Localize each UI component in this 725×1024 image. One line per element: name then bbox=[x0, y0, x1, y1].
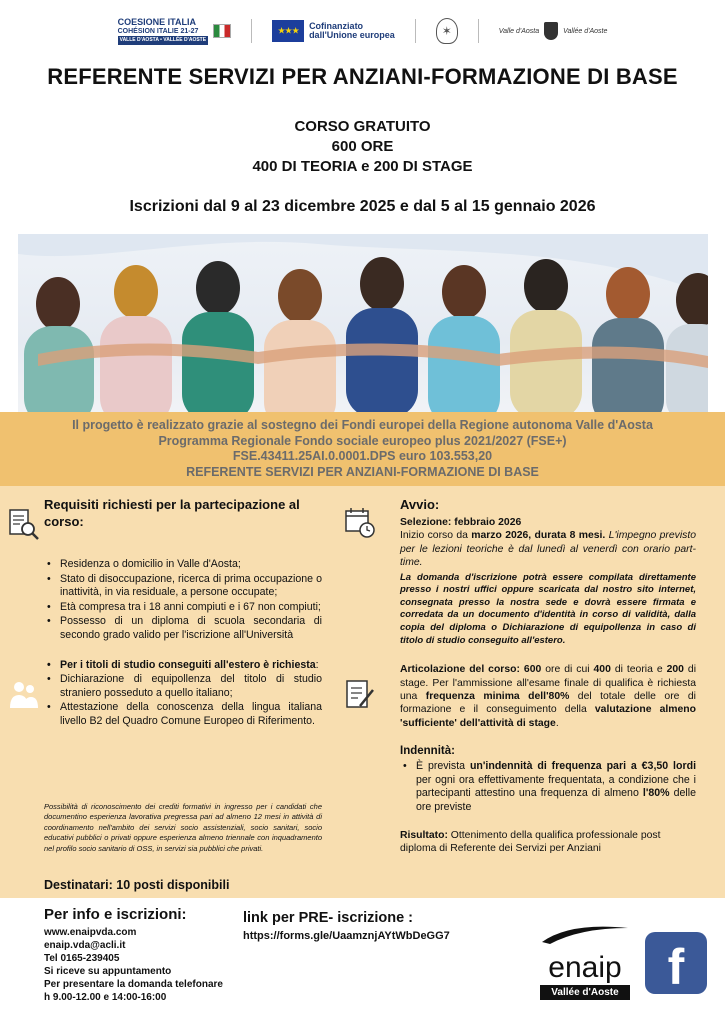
structure-label: Articolazione del corso: bbox=[400, 664, 520, 676]
left-column bbox=[44, 496, 322, 730]
course-duration: durata 8 mesi. bbox=[531, 530, 606, 542]
enaip-logo bbox=[540, 920, 630, 1010]
italy-flag-icon bbox=[213, 24, 231, 38]
contact-heading: Per info e iscrizioni: bbox=[44, 906, 187, 923]
list-item: • Dichiarazione di equipollenza del titolo di studio straniero posseduto a quello italiano; bbox=[44, 673, 322, 700]
people-illustration bbox=[18, 234, 708, 414]
foreign-heading: Per i titoli di studio conseguiti all'estero è richiesta bbox=[60, 658, 316, 671]
allowance-text: delle ore previste bbox=[416, 787, 696, 813]
funding-line4: REFERENTE SERVIZI PER ANZIANI-FORMAZIONE DI BASE bbox=[186, 464, 539, 479]
funding-band bbox=[0, 412, 725, 486]
people-hugging-image bbox=[18, 234, 708, 414]
structure-stage: 200 bbox=[666, 664, 684, 676]
start-month: marzo 2026, bbox=[471, 530, 532, 542]
preenroll-block bbox=[243, 910, 533, 942]
course-split: 400 DI TEORIA e 200 DI STAGE bbox=[252, 158, 473, 175]
preenroll-link[interactable]: https://forms.gle/UaamznjAYtWbDeGG7 bbox=[243, 930, 450, 942]
eu-flag-icon: ★★★ bbox=[272, 20, 304, 42]
selection-date: Selezione: febbraio 2026 bbox=[400, 517, 522, 528]
schedule-note: L'impegno previsto per le lezioni teoriche è dal lunedì al venerdì con orario part-time. bbox=[400, 530, 697, 569]
vda-coat-of-arms-icon bbox=[544, 22, 558, 40]
list-item: • Età compresa tra i 18 anni compiuti e i 67 non compiuti; bbox=[44, 601, 322, 615]
credits-note: Possibilità di riconoscimento dei crediti formativi in ingresso per i candidati che documentino esperienza lavorativa pregressa pari ad almeno 12 mesi in attività di coordinamento nell'ambito dei servizi socio assistenziali, socio sanitari, socio educativi pubblici o privati oppure esperienza almeno triennale con inquadramento nel profilo socio sanitario di OSS, in servizi sia pubblici che privati. bbox=[44, 802, 322, 853]
contact-block bbox=[44, 906, 244, 1004]
italian-republic-emblem-icon: ✶ bbox=[436, 18, 458, 44]
structure-text: ore di cui bbox=[541, 664, 594, 676]
course-hours: 600 ORE bbox=[331, 138, 394, 155]
structure-text: di stage. Per l'ammissione all'esame finale di qualifica è richiesta una bbox=[400, 664, 697, 702]
phone: Tel 0165-239405 bbox=[44, 953, 120, 964]
structure-text: di teoria e bbox=[610, 664, 667, 676]
eu-logo bbox=[272, 20, 395, 42]
office-hours: h 9.00-12.00 e 14:00-16:00 bbox=[44, 992, 167, 1003]
allowance-heading: Indennità: bbox=[400, 745, 455, 758]
coesione-region: VALLE D'AOSTA • VALLÉE D'AOSTE bbox=[119, 36, 207, 43]
divider bbox=[478, 19, 479, 43]
enrollment-dates: Iscrizioni dal 9 al 23 dicembre 2025 e dal 5 al 15 gennaio 2026 bbox=[129, 198, 596, 215]
allowance-list bbox=[400, 760, 696, 814]
min-attendance: frequenza minima dell'80% bbox=[425, 691, 570, 702]
right-column bbox=[400, 496, 696, 855]
allowance-amount: un'indennità di frequenza pari a €3,50 lordi bbox=[469, 760, 697, 773]
allowance-percent: l'80% bbox=[642, 787, 670, 800]
course-structure bbox=[400, 663, 696, 730]
requirements-list bbox=[44, 558, 322, 643]
coesione-title: COESIONE ITALIA bbox=[117, 16, 196, 27]
enaip-subtitle: Vallée d'Aoste bbox=[540, 985, 630, 1000]
allowance-text: per ogni ora effettivamente frequentata, a condizione che i partecipanti attestino una frequenza di almeno bbox=[416, 773, 696, 800]
appointment-note2: Per presentare la domanda telefonare bbox=[44, 979, 223, 990]
foreign-list bbox=[44, 659, 322, 729]
users-icon bbox=[8, 678, 40, 712]
result-label: Risultato: bbox=[400, 829, 448, 841]
course-free: CORSO GRATUITO bbox=[294, 118, 431, 135]
appointment-note: Si riceve su appuntamento bbox=[44, 966, 172, 977]
vda-right-text: Vallée d'Aoste bbox=[563, 27, 608, 35]
enaip-swoosh-icon bbox=[540, 920, 630, 946]
eu-line2: dall'Unione europea bbox=[309, 30, 395, 40]
list-item bbox=[44, 659, 322, 673]
calendar-clock-icon bbox=[344, 506, 376, 540]
structure-theory: 400 bbox=[593, 664, 611, 676]
page-title: REFERENTE SERVIZI PER ANZIANI-FORMAZIONE DI BASE bbox=[47, 64, 678, 89]
vda-left-text: Valle d'Aosta bbox=[498, 27, 540, 35]
structure-text: del totale delle ore di formazione e il conseguimento della bbox=[400, 691, 696, 716]
list-item: • Possesso di un diploma di scuola secondaria di secondo grado valido per l'iscrizione all'Università bbox=[44, 615, 322, 642]
list-item: • Residenza o domicilio in Valle d'Aosta; bbox=[44, 558, 322, 572]
enaip-name: enaip bbox=[548, 951, 622, 984]
allowance-text: È prevista bbox=[416, 760, 470, 773]
recipients: Destinatari: 10 posti disponibili bbox=[44, 878, 230, 892]
email-link[interactable]: enaip.vda@acli.it bbox=[44, 940, 126, 951]
logo-strip bbox=[0, 14, 725, 48]
form-pencil-icon bbox=[344, 678, 376, 712]
list-item: • Stato di disoccupazione, ricerca di prima occupazione o inattività, in via residuale, a persone occupate; bbox=[44, 573, 322, 600]
structure-text: . bbox=[555, 717, 559, 729]
vda-logo bbox=[499, 22, 608, 40]
foreign-heading-suffix: : bbox=[315, 658, 319, 671]
start-heading: Avvio: bbox=[400, 497, 440, 512]
structure-total: 600 bbox=[519, 664, 542, 676]
divider bbox=[415, 19, 416, 43]
funding-line2: Programma Regionale Fondo sociale europeo plus 2021/2027 (FSE+) bbox=[158, 433, 567, 448]
document-search-icon bbox=[8, 508, 40, 542]
funding-line1: Il progetto è realizzato grazie al sostegno dei Fondi europei della Regione autonoma Valle d'Aosta bbox=[72, 418, 653, 432]
facebook-icon[interactable]: f bbox=[645, 932, 707, 994]
eu-line1: Cofinanziato bbox=[309, 21, 364, 31]
result-text: Ottenimento della qualifica professionale post diploma di Referente dei Servizi per Anziani bbox=[400, 829, 661, 854]
application-note: La domanda d'iscrizione potrà essere compilata direttamente presso i nostri uffici oppure scaricata dal nostro sito internet, consegnata presso la nostra sede e dovrà essere firmata e corredata da un documento d'identità in corso di validità, dalla copia del diploma o Dichiarazione di equipollenza in caso di titolo di studio conseguito all'estero. bbox=[400, 571, 696, 646]
website-link[interactable]: www.enaipvda.com bbox=[44, 927, 137, 938]
coesione-logo bbox=[118, 18, 231, 45]
divider bbox=[251, 19, 252, 43]
list-item bbox=[400, 760, 696, 814]
start-paragraph bbox=[400, 529, 696, 569]
list-item: • Attestazione della conoscenza della lingua italiana livello B2 del Quadro Comune Europeo di Riferimento. bbox=[44, 701, 322, 728]
stage-evaluation: valutazione almeno 'sufficiente' dell'attività di stage bbox=[400, 704, 697, 729]
requirements-heading: Requisiti richiesti per la partecipazione al corso: bbox=[44, 497, 300, 529]
result bbox=[400, 829, 696, 856]
coesione-subtitle: COHÉSION ITALIE 21-27 bbox=[117, 27, 199, 35]
start-text-a: Inizio corso da bbox=[400, 530, 472, 542]
funding-line3: FSE.43411.25AI.0.0001.DPS euro 103.553,20 bbox=[232, 449, 493, 463]
preenroll-heading: link per PRE- iscrizione : bbox=[243, 910, 414, 926]
